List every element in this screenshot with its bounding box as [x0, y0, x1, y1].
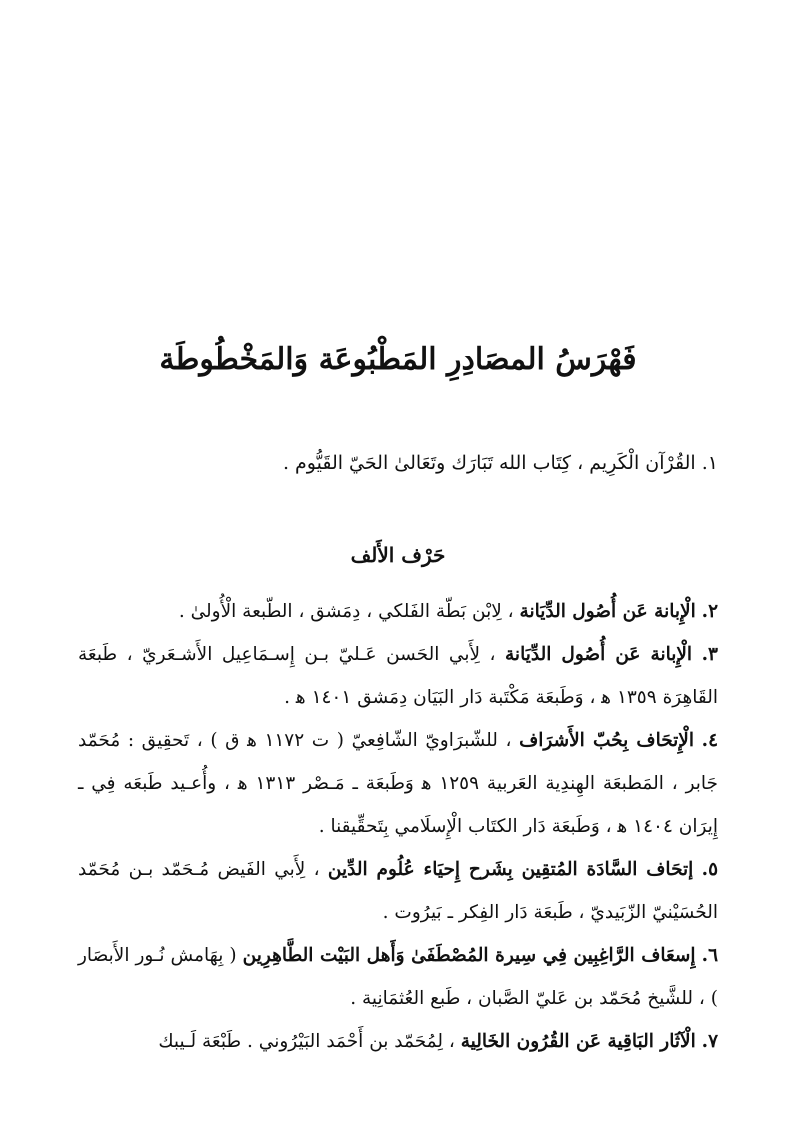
bibliography-entry [78, 1020, 718, 1063]
section-heading: حَرْف الأَلف [350, 543, 446, 567]
book-title: الْإِبانة عَن أُصُول الدِّيَانة [519, 601, 696, 622]
entry-text: ، لِمُحَمّد بن أَحْمَد البَيْرُوني . طَبْعَة لَـيبك [158, 1031, 461, 1052]
entry-text: ، لِأَبي الحَسن عَـليّ بـن إِسـمَاعِيل الأَشـعَريّ ، طَبعَة القَاهِرَة ١٣٥٩ ه‍ ، وَطَبعَة مَكْتَبة دَار البَيَان دِمَشق ١٤٠١ ه‍ . [78, 644, 718, 708]
bibliography-entry [78, 590, 718, 633]
entry-text: القُرْآن الْكَرِيم ، كِتَاب الله تَبَارَك وتَعَالىٰ الحَيّ القَيُّوم . [282, 452, 696, 474]
book-title: إتحَاف السَّادَة المُتقِين بِشَرح إِحيَاء عُلُوم الدِّين [327, 859, 694, 880]
bibliography-entry [78, 633, 718, 719]
entry-number: ٧. [701, 1031, 718, 1052]
entry-text: ، لِأَبي الفَيض مُـحَمّد بـن مُحَمّد الحُسَيْنيّ الزّبَيديّ ، طَبعَة دَار الفِكر ـ بَيرُوت . [78, 859, 718, 923]
entry-text: ، للشّبرَاويّ الشّافِعيّ ( ت ١١٧٢ ه‍ ق ) ، تَحقِيق : مُحَمّد جَابر ، المَطبعَة الهِندِية العَربية ١٢٥٩ ه‍ وَطَبعَة ـ مَـصْر ١٣١٣ ه‍ ، وأُعـيد طَبعَه فِي ـ إِيرَان ١٤٠٤ ه‍ ، وَطَبعَة دَار الكتَاب الْإِسلَامي بِتَحقِّيقنا . [78, 730, 718, 837]
entry-number: ٣. [701, 644, 718, 665]
entry-text: ( بِهَامش نُـور الأَبصَار ) ، للشَّيخ مُحَمّد بن عَليّ الصَّبان ، طَبع العُثمَانِية . [78, 945, 718, 1009]
page-title: فَهْرَسُ المصَادِرِ المَطْبُوعَة وَالمَخْطُوطَة [159, 342, 637, 377]
bibliography-entry [78, 719, 718, 848]
entry-number: ٥. [701, 859, 718, 880]
book-title: الْإِتحَاف بِحُبّ الأَشرَاف [519, 730, 694, 751]
book-title: الْآثَار البَاقِية عَن القُرُون الخَالِية [460, 1031, 696, 1052]
book-title: الْإِبانة عَن أُصُول الدِّيَانة [505, 644, 693, 665]
bibliography-entry [78, 848, 718, 934]
entry-number: ٤. [701, 730, 718, 751]
quran-entry [78, 446, 718, 480]
page [78, 0, 718, 1126]
book-title: إِسعَاف الرَّاغِبِين فِي سِيرة المُصْطَفَىٰ وَأَهل البَيْت الطَّاهِرِين [242, 945, 696, 966]
bibliography-list [78, 590, 718, 1063]
entry-number: ١. [701, 452, 718, 474]
entry-text: ، لِابْن بَطّة الفَلكي ، دِمَشق ، الطّبعة الْأُولىٰ . [178, 601, 520, 622]
bibliography-entry [78, 934, 718, 1020]
entry-number: ٢. [701, 601, 718, 622]
entry-number: ٦. [701, 945, 718, 966]
